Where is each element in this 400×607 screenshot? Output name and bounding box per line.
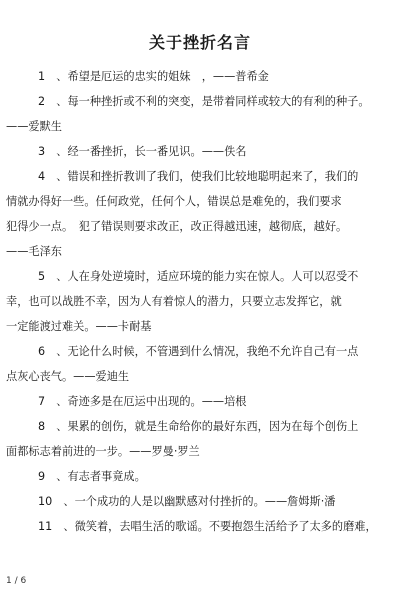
page-title: 关于挫折名言 (148, 33, 251, 52)
quote-line: 1 、希望是厄运的忠实的姐妹 ，——普希金 (38, 70, 269, 83)
quote-line: 5 、人在身处逆境时，适应环境的能力实在惊人。人可以忍受不 (38, 270, 359, 283)
quote-line: 情就办得好一些。任何政党，任何个人，错误总是难免的，我们要求 (6, 195, 342, 208)
quote-line: 9 、有志者事竟成。 (38, 470, 146, 483)
quote-line: ——毛泽东 (6, 245, 62, 258)
quote-line: 11 、微笑着，去唱生活的歌谣。不要抱怨生活给予了太多的磨难， (38, 520, 377, 533)
quote-line: 幸，也可以战胜不幸，因为人有着惊人的潜力，只要立志发挥它，就 (6, 295, 342, 308)
quote-line: 犯得少一点。 犯了错误则要求改正，改正得越迅速，越彻底，越好。 (6, 220, 348, 233)
quote-line: 点灰心丧气。——爱迪生 (6, 370, 130, 383)
quote-line: 一定能渡过难关。——卡耐基 (6, 320, 152, 333)
quote-line: 面都标志着前进的一步。——罗曼·罗兰 (6, 445, 200, 458)
quote-line: 4 、错误和挫折教训了我们，使我们比较地聪明起来了，我们的 (38, 170, 359, 183)
quote-line: 6 、无论什么时候，不管遇到什么情况，我绝不允许自己有一点 (38, 345, 359, 358)
quote-list (6, 64, 394, 539)
quote-line: 3 、经一番挫折，长一番见识。——佚名 (38, 145, 247, 158)
quote-line: 10 、一个成功的人是以幽默感对付挫折的。——詹姆斯·潘 (38, 495, 336, 508)
quote-line: 8 、果累的创伤，就是生命给你的最好东西，因为在每个创伤上 (38, 420, 359, 433)
quote-line: 2 、每一种挫折或不利的突变，是带着同样或较大的有利的种子。 (38, 95, 370, 108)
page-number: 1 / 6 (6, 576, 27, 586)
quote-line: 7 、奇迹多是在厄运中出现的。——培根 (38, 395, 247, 408)
quote-line: ——爱默生 (6, 120, 62, 133)
